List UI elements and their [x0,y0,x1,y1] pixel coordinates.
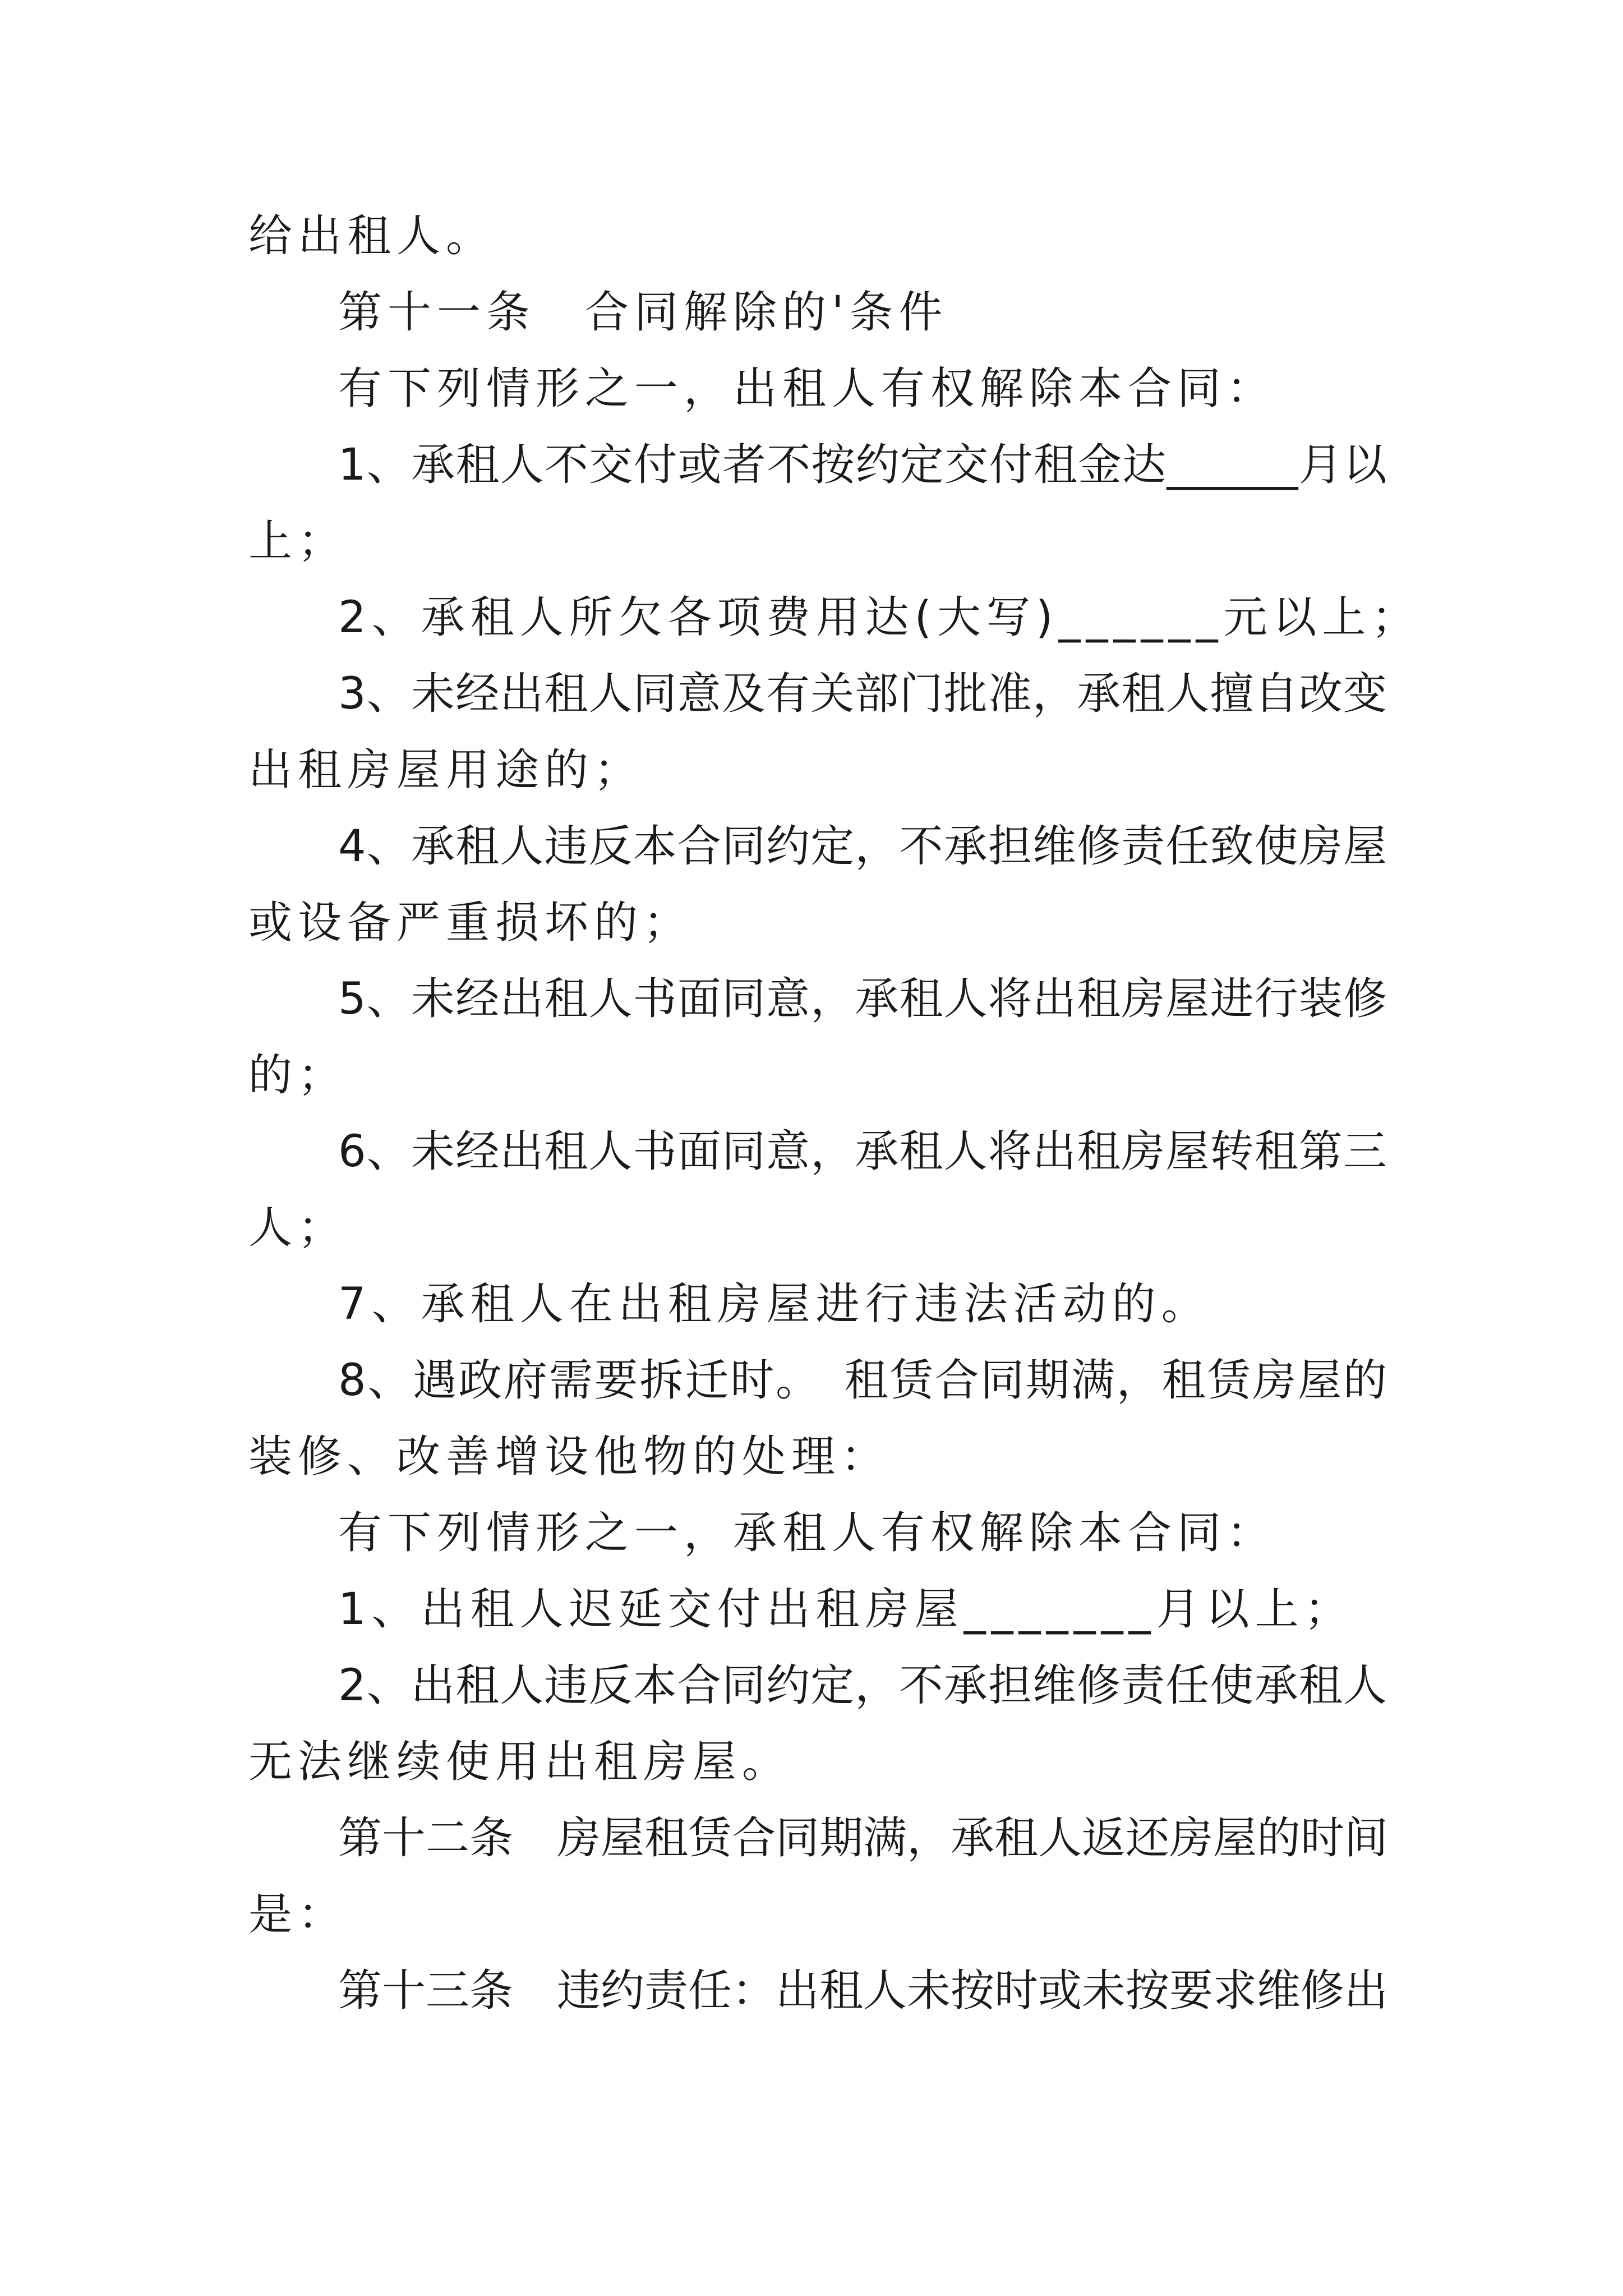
document-body [248,198,1421,2029]
text-line: 有下列情形之一，出租人有权解除本合同： [338,364,1276,414]
list-item: 1、承租人不交付或者不按约定交付租金达______月以 [338,440,1387,490]
text-line: 上； [248,516,348,567]
list-item: 4、承租人违反本合同约定，不承担维修责任致使房屋 [338,821,1387,872]
text-line: 人； [248,1203,348,1253]
text-line: 或设备严重损坏的； [248,898,693,948]
article-13-heading: 第十三条 违约责任：出租人未按时或未按要求维修出 [338,1966,1389,2016]
list-item: 5、未经出租人书面同意，承租人将出租房屋进行装修 [338,974,1387,1024]
text-line: 给出租人。 [248,211,496,261]
text-line: 装修、改善增设他物的处理： [248,1432,891,1482]
list-item: 3、未经出租人同意及有关部门批准，承租人擅自改变 [338,669,1387,719]
text-line: 有下列情形之一，承租人有权解除本合同： [338,1508,1276,1558]
text-line: 出租房屋用途的； [248,745,644,795]
list-item: 8、遇政府需要拆迁时。 租赁合同期满，租赁房屋的 [338,1355,1387,1406]
text-line: 无法继续使用出租房屋。 [248,1737,792,1787]
article-12-heading: 第十二条 房屋租赁合同期满，承租人返还房屋的时间 [338,1813,1389,1864]
list-item: 6、未经出租人书面同意，承租人将出租房屋转租第三 [338,1126,1387,1177]
list-item: 7、承租人在出租房屋进行违法活动的。 [338,1279,1211,1329]
list-item: 2、承租人所欠各项费用达(大写)______元以上； [338,592,1421,643]
article-11-heading: 第十一条 合同解除的'条件 [338,287,948,338]
list-item: 2、出租人违反本合同约定，不承担维修责任使承租人 [338,1660,1387,1711]
list-item: 1、出租人迟延交付出租房屋_______月以上； [338,1584,1354,1635]
text-line: 的； [248,1050,348,1101]
text-line: 是： [248,1889,348,1940]
